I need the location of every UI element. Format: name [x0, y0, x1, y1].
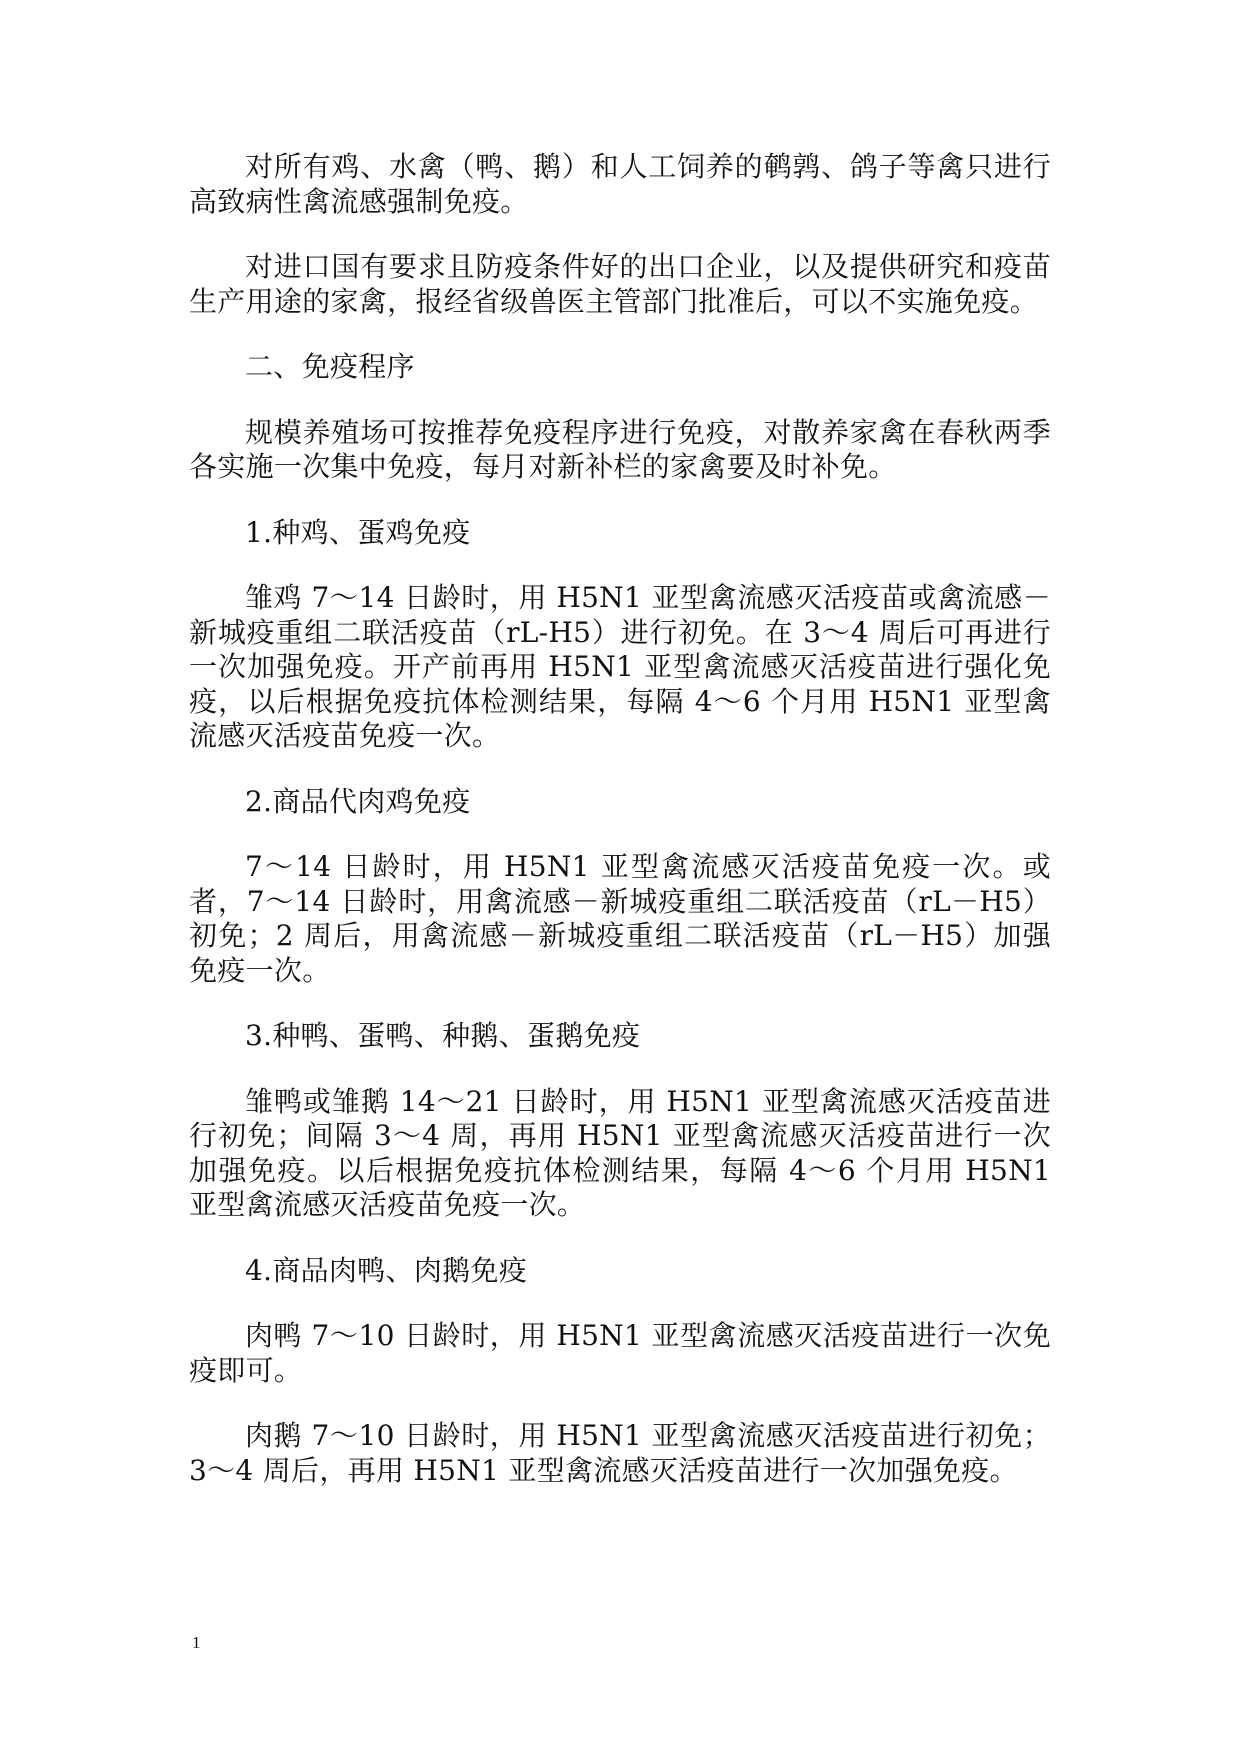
paragraph-scale-farms: 规模养殖场可按推荐免疫程序进行免疫，对散养家禽在春秋两季各实施一次集中免疫，每月对新补栏的家禽要及时补免。 — [189, 415, 1051, 483]
section-heading-immunization-procedure: 二、免疫程序 — [245, 350, 415, 383]
subheading-breeder-layer-chickens: 1.种鸡、蛋鸡免疫 — [245, 515, 471, 549]
paragraph-duckling-gosling-immunization: 雏鸭或雏鹅 14～21 日龄时，用 H5N1 亚型禽流感灭活疫苗进行初免；间隔 3～4 周，再用 H5N1 亚型禽流感灭活疫苗进行一次加强免疫。以后根据免疫抗体检测结果，每隔 4～6 个月用 H5N1 亚型禽流感灭活疫苗免疫一次。 — [189, 1084, 1051, 1221]
paragraph-broiler-immunization: 7～14 日龄时，用 H5N1 亚型禽流感灭活疫苗免疫一次。或者，7～14 日龄时，用禽流感－新城疫重组二联活疫苗（rL－H5）初免；2 周后，用禽流感－新城疫重组二联活疫苗（rL－H5）加强免疫一次。 — [189, 850, 1051, 987]
subheading-meat-ducks-geese: 4.商品肉鸭、肉鹅免疫 — [245, 1253, 528, 1287]
paragraph-immunization-scope: 对所有鸡、水禽（鸭、鹅）和人工饲养的鹌鹑、鸽子等禽只进行高致病性禽流感强制免疫。 — [189, 150, 1051, 218]
page-number: 1 — [192, 1633, 201, 1652]
paragraph-chick-immunization: 雏鸡 7～14 日龄时，用 H5N1 亚型禽流感灭活疫苗或禽流感－新城疫重组二联活疫苗（rL-H5）进行初免。在 3～4 周后可再进行一次加强免疫。开产前再用 H5N1 亚型禽流感灭活疫苗进行强化免疫，以后根据免疫抗体检测结果，每隔 4～6 个月用 H5N1 亚型禽流感灭活疫苗免疫一次。 — [189, 581, 1051, 752]
subheading-breeder-layer-ducks-geese: 3.种鸭、蛋鸭、种鹅、蛋鹅免疫 — [245, 1019, 641, 1052]
document-page — [189, 150, 1051, 1519]
paragraph-meat-goose-immunization: 肉鹅 7～10 日龄时，用 H5N1 亚型禽流感灭活疫苗进行初免；3～4 周后，再用 H5N1 亚型禽流感灭活疫苗进行一次加强免疫。 — [189, 1419, 1051, 1487]
paragraph-meat-duck-immunization: 肉鸭 7～10 日龄时，用 H5N1 亚型禽流感灭活疫苗进行一次免疫即可。 — [189, 1319, 1051, 1387]
paragraph-exemption: 对进口国有要求且防疫条件好的出口企业，以及提供研究和疫苗生产用途的家禽，报经省级兽医主管部门批准后，可以不实施免疫。 — [189, 250, 1051, 318]
subheading-broiler-chickens: 2.商品代肉鸡免疫 — [245, 784, 471, 818]
